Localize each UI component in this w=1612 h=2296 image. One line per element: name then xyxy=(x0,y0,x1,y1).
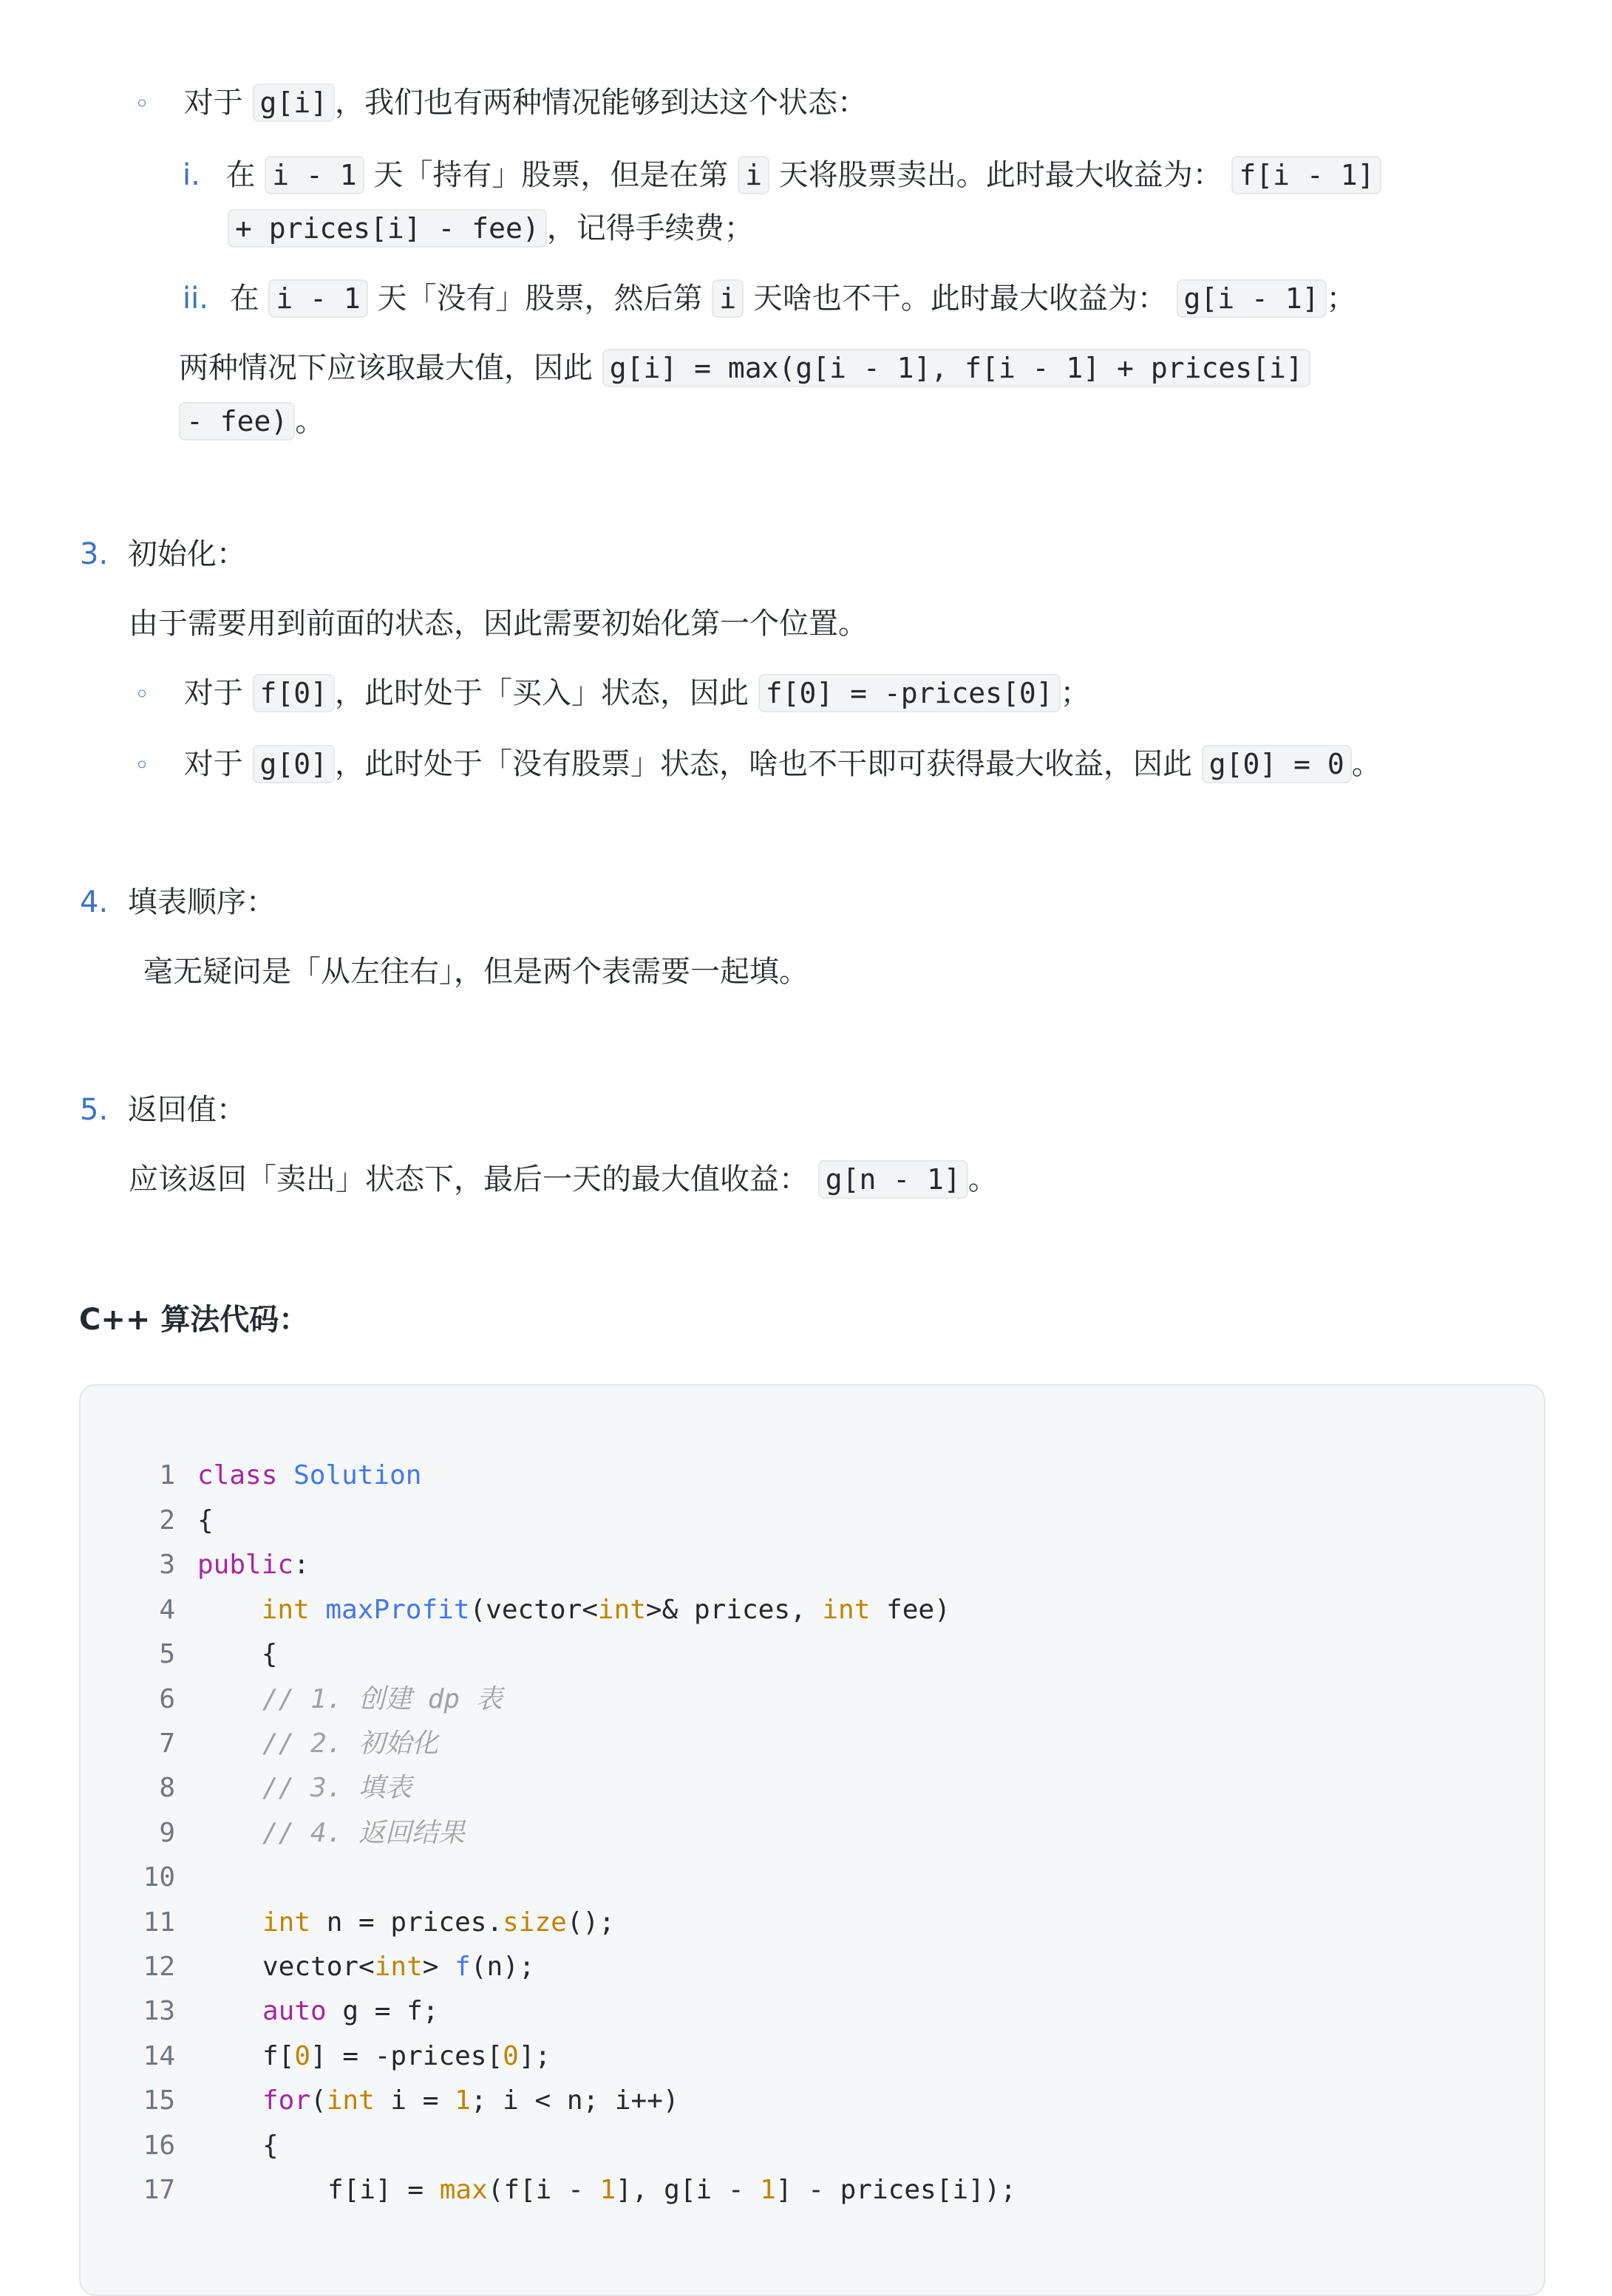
code-token: { xyxy=(262,2130,279,2161)
code-token: { xyxy=(197,1505,214,1536)
line-number: 11 xyxy=(143,1907,175,1938)
code-token: g = f; xyxy=(326,1996,439,2026)
line-number: 2 xyxy=(159,1505,175,1536)
code-token: Solution xyxy=(293,1460,422,1491)
code-token: 1 xyxy=(599,2175,616,2205)
g-summary xyxy=(179,340,1310,396)
code-token: ; i < n; i++) xyxy=(470,2085,679,2116)
code-token: fee) xyxy=(870,1595,950,1625)
inline-code: + prices[i] - fee) xyxy=(228,209,547,248)
inline-code: f[0] = -prices[0] xyxy=(758,674,1061,712)
code-token: { xyxy=(197,1639,278,1669)
line-number: 3 xyxy=(159,1550,175,1580)
code-comment: // 2. 初始化 xyxy=(262,1728,439,1759)
line-number: 4 xyxy=(159,1595,175,1625)
code-token: i = xyxy=(374,2085,455,2116)
code-token: for xyxy=(262,2085,311,2116)
line-number: 16 xyxy=(143,2130,175,2161)
code-token: maxProfit xyxy=(325,1595,470,1625)
section-title: 初始化： xyxy=(127,537,246,571)
text: ，记得手续费； xyxy=(546,211,754,245)
code-token: ( xyxy=(310,2085,327,2116)
code-token: size xyxy=(503,1907,567,1938)
line-number: 17 xyxy=(143,2175,175,2205)
line-number: 9 xyxy=(159,1818,175,1848)
code-token xyxy=(277,1460,293,1491)
code-token: f xyxy=(455,1952,471,1982)
text: 对于 xyxy=(183,676,243,710)
code-comment: // 4. 返回结果 xyxy=(262,1818,466,1848)
text: 对于 xyxy=(183,747,243,781)
list-marker: ii. xyxy=(183,282,208,316)
code-token: int xyxy=(597,1595,646,1625)
text: 在 xyxy=(225,158,256,192)
code-token: (n); xyxy=(470,1952,535,1982)
code-token: ]; xyxy=(518,2041,551,2071)
text: 。 xyxy=(1351,747,1381,781)
list-item-i xyxy=(183,147,1381,203)
inline-code: f[i - 1] xyxy=(1231,156,1381,194)
code-token: int xyxy=(374,1952,423,1982)
line-number: 1 xyxy=(159,1460,175,1491)
code-token: (f[i - xyxy=(487,2175,600,2205)
text: ，此时处于「没有股票」状态，啥也不干即可获得最大收益，因此 xyxy=(335,747,1193,781)
line-number: 12 xyxy=(143,1952,175,1982)
code-token: ], g[i - xyxy=(616,2175,761,2205)
code-comment: // 1. 创建 dp 表 xyxy=(262,1684,503,1714)
code-token: > xyxy=(422,1952,455,1982)
list-marker: 4. xyxy=(80,885,109,919)
code-token: (vector< xyxy=(469,1595,598,1625)
inline-code: i xyxy=(712,279,744,318)
code-token: 0 xyxy=(294,2041,311,2071)
text: 天将股票卖出。此时最大收益为： xyxy=(778,158,1222,192)
line-number: 10 xyxy=(143,1862,175,1893)
line-number: 15 xyxy=(143,2085,175,2116)
text: 。 xyxy=(967,1162,998,1196)
code-token: f[ xyxy=(262,2041,295,2071)
inline-code: g[i - 1] xyxy=(1177,279,1327,318)
code-token: vector< xyxy=(262,1952,375,1982)
text: 两种情况下应该取最大值，因此 xyxy=(179,351,593,385)
list-item-i-cont xyxy=(228,200,754,256)
code-token: int xyxy=(326,2085,375,2116)
bullet-icon: ◦ xyxy=(135,89,150,119)
text: ，此时处于「买入」状态，因此 xyxy=(335,676,749,710)
inline-code: g[i] xyxy=(253,84,336,122)
inline-code: g[n - 1] xyxy=(818,1160,968,1199)
line-number: 6 xyxy=(159,1684,175,1714)
line-number: 8 xyxy=(159,1773,175,1803)
list-item-ii xyxy=(183,270,1356,327)
code-token xyxy=(310,1595,326,1625)
code-token: ] - prices[i]); xyxy=(775,2175,1017,2205)
section-5-heading xyxy=(80,1082,246,1138)
code-token: >& prices, xyxy=(645,1595,823,1625)
text: 毫无疑问是「从左往右」，但是两个表需要一起填。 xyxy=(143,955,809,989)
code-token: (); xyxy=(566,1907,615,1938)
code-token: class xyxy=(197,1460,278,1491)
inline-code: f[0] xyxy=(253,674,336,712)
text: 对于 xyxy=(183,86,243,120)
code-token: : xyxy=(293,1550,310,1580)
code-token: n = prices. xyxy=(310,1907,503,1938)
line-number: 13 xyxy=(143,1996,175,2026)
list-marker: 5. xyxy=(80,1093,109,1127)
code-token: int xyxy=(261,1595,310,1625)
code-block xyxy=(79,1384,1545,2296)
code-token: f[i] = xyxy=(327,2175,440,2205)
inline-code: g[0] xyxy=(253,745,336,783)
text: 天啥也不干。此时最大收益为： xyxy=(752,282,1167,316)
text: ，我们也有两种情况能够到达这个状态： xyxy=(335,86,868,120)
section-title: 返回值： xyxy=(127,1093,246,1127)
line-number: 7 xyxy=(159,1728,175,1759)
g-bullet xyxy=(135,75,867,132)
text: 天「持有」股票，但是在第 xyxy=(373,158,729,192)
section-3-heading xyxy=(80,526,246,582)
text: 天「没有」股票，然后第 xyxy=(377,282,703,316)
section-4-heading xyxy=(80,874,276,930)
g-summary-cont xyxy=(179,393,324,449)
inline-code: i - 1 xyxy=(268,279,367,318)
section-3-bullet-1 xyxy=(135,665,1090,723)
inline-code: g[0] = 0 xyxy=(1202,745,1352,783)
inline-code: g[i] = max(g[i - 1], f[i - 1] + prices[i] xyxy=(602,349,1310,387)
inline-code: i - 1 xyxy=(265,156,364,194)
code-token: int xyxy=(822,1595,871,1625)
code-token: 0 xyxy=(503,2041,519,2071)
list-marker: 3. xyxy=(80,537,109,571)
text: ； xyxy=(1060,676,1090,710)
section-title: 填表顺序： xyxy=(127,885,276,919)
code-token: 1 xyxy=(760,2175,776,2205)
text: 应该返回「卖出」状态下，最后一天的最大值收益： xyxy=(129,1162,809,1196)
code-comment: // 3. 填表 xyxy=(262,1773,412,1803)
section-3-bullet-2 xyxy=(135,736,1381,794)
section-3-desc xyxy=(129,596,868,652)
code-token: public xyxy=(197,1550,294,1580)
list-marker: i. xyxy=(183,158,200,192)
line-number: 14 xyxy=(143,2041,175,2071)
inline-code: - fee) xyxy=(179,402,295,440)
code-token: max xyxy=(439,2175,488,2205)
inline-code: i xyxy=(738,156,769,194)
code-token: int xyxy=(262,1907,311,1938)
text: 由于需要用到前面的状态，因此需要初始化第一个位置。 xyxy=(129,607,868,641)
code-heading: C++ 算法代码： xyxy=(79,1303,309,1337)
text: 。 xyxy=(295,404,325,438)
code-token xyxy=(197,1595,262,1625)
line-number: 5 xyxy=(159,1639,175,1669)
code-token: auto xyxy=(262,1996,327,2026)
code-token: 1 xyxy=(455,2085,471,2116)
code-token: ] = -prices[ xyxy=(310,2041,503,2071)
section-4-desc xyxy=(143,944,809,1000)
bullet-icon: ◦ xyxy=(135,751,150,780)
text: 在 xyxy=(229,282,259,316)
bullet-icon: ◦ xyxy=(135,680,150,709)
section-5-desc xyxy=(129,1151,998,1207)
text: ； xyxy=(1326,282,1356,316)
